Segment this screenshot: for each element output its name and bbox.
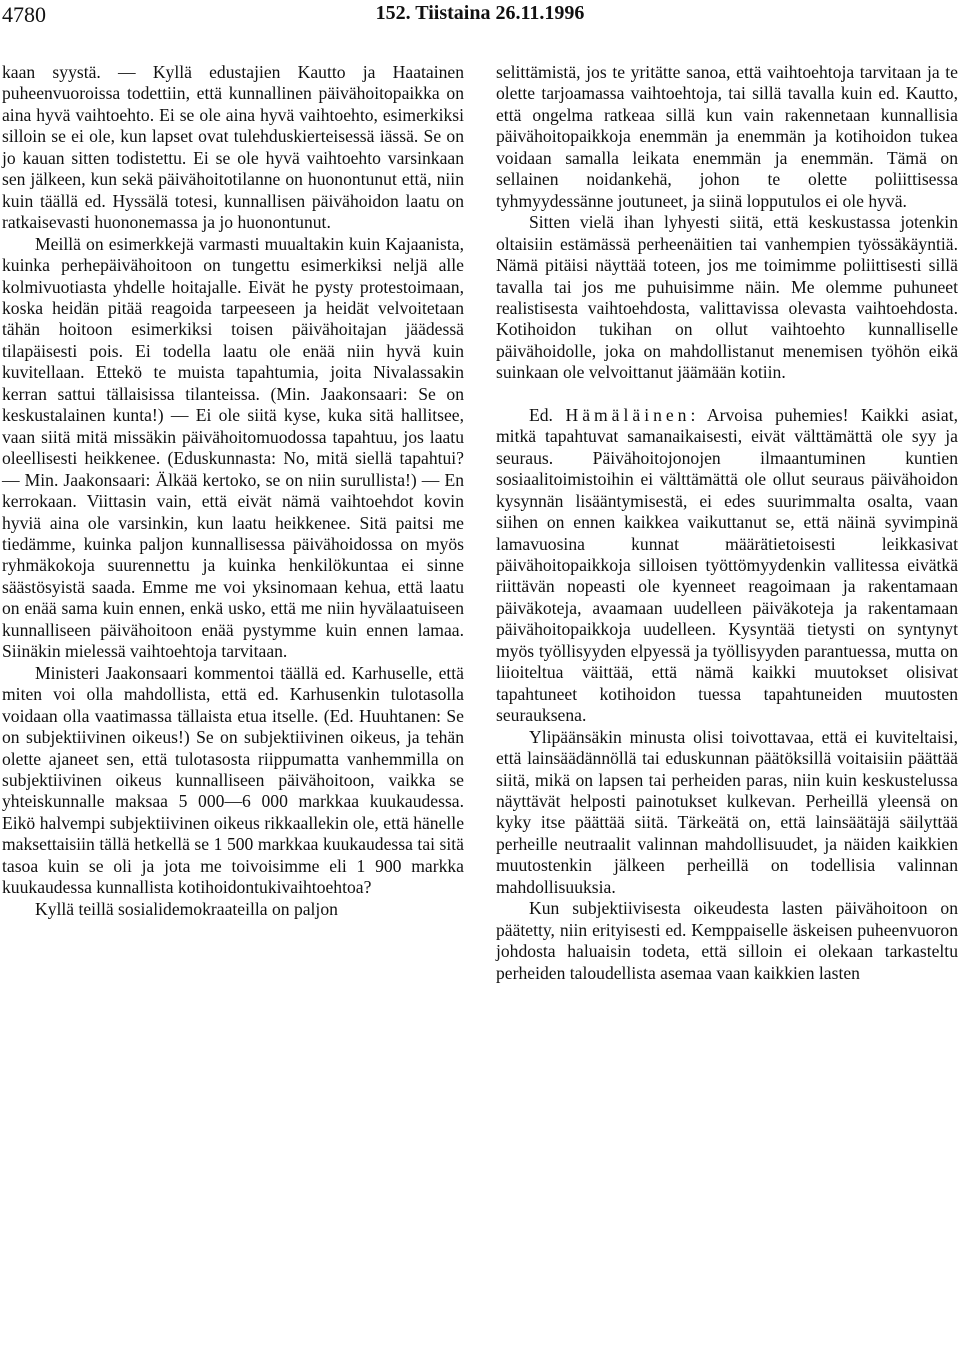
session-header: 152. Tiistaina 26.11.1996 bbox=[375, 2, 585, 24]
paragraph: selittämistä, jos te yritätte sanoa, että vaihtoehtoja tarvitaan ja te olette tarjoamassa vaihtoehtoja, tai sillä tavalla kuin ed. Kautto, että ongelma ratkeaa sillä kun vain rakennetaan kunnallisia päivähoitopaikkoja enemmän ja enemmän ja kotihoidon tukea voidaan samalla leikata enemmän ja enemmän. Tämä on sellainen noidankehä, johon te olette poliittisessa tyhmyydessänne joutuneet, ja siinä lopputulos ei ole hyvä. bbox=[496, 62, 958, 211]
paragraph: Ylipäänsäkin minusta olisi toivottavaa, että ei kuviteltaisi, että lainsäädännöllä tai eduskunnan päätöksillä voitaisiin päättää siitä, mikä on lapsen tai perheiden paras, niin kuin keskustelussa näyttävät helposti painotukset kulkevan. Perheillä yleensä on kyky itse päättää siitä. Tärkeätä on, että lainsäätäjä säilyttää perheille neutraalit valinnan mahdollisuudet, ja näiden kaikkien muutostenkin jälkeen perheillä on todellisia valinnan mahdollisuuksia. bbox=[496, 726, 958, 897]
page-number: 4780 bbox=[2, 2, 46, 27]
left-column bbox=[2, 62, 464, 920]
speaker-text: : Arvoisa puhemies! Kaikki asiat, mitkä tapahtuvat samanaikaisesti, eivät välttämättä ole syy ja seuraus. Päivähoitojonojen ilmaantuminen kuntien sosiaalitoimistoihin ei välttämättä ole ollut seuraus päivähoidon kysynnän lisääntymisestä, ei edes suurimmalta osalta, vaan siihen on ennen kaikkea vaikuttanut se, että näinä syvimpinä lamavuosina kunnat määrätietoisesti leikkasivat päivähoitopaikkoja silloisen työttömyydenkin vallitessa eivätkä riittävän nopeasti ole kyenneet reagoimaan ja rakentamaan päiväkoteja, avaamaan uudelleen päiväkoteja ja rakentamaan päivähoitopaikkoja uudelleen. Kysyntää tietysti on syntynyt myös työllisyyden elpyessä ja työllisyyden parantuessa, mutta on liioiteltua väittää, että nämä kaikki muutokset olisivat tapahtuneet kotihoidon tuessa tapahtuneiden muutosten seurauksena. bbox=[496, 404, 958, 726]
paragraph: Kun subjektiivisesta oikeudesta lasten päivähoitoon on päätetty, niin erityisesti ed. Kemppaiselle äskeisen puheenvuoron johdosta haluaisin todeta, että silloin ei olekaan tarkasteltu perheiden taloudellista asemaa vaan kaikkien lasten bbox=[496, 898, 958, 983]
speaker-paragraph bbox=[496, 405, 958, 727]
right-column bbox=[496, 62, 958, 984]
speaker-name: Hämäläinen bbox=[565, 404, 691, 425]
paragraph: Ministeri Jaakonsaari kommentoi täällä ed. Karhuselle, että miten voi olla mahdollista, että ed. Karhusenkin tulotasolla voidaan olla vaatimassa tällaista etua itselle. (Ed. Huuhtanen: Se on subjektiivinen oikeus!) Se on subjektiivinen oikeus, ja tehän olette ajaneet sen, että tulotasosta riippumatta vanhemmilla on subjektiivinen oikeus kunnalliseen päivähoitoon, vaikka se yhteiskunnalle maksaa 5 000—6 000 markkaa kuukaudessa. Eikö halvempi subjektiivinen oikeus rikkaallekin ole, että hänelle maksettaisiin tällä hetkellä se 1 500 markkaa kuukaudessa tai sitä tasoa kuin se oli ja jota me toivoisimme eli 1 900 markka kuukaudessa kunnallista kotihoidontukivaihtoehtoa? bbox=[2, 662, 464, 898]
paragraph: Meillä on esimerkkejä varmasti muualtakin kuin Kajaanista, kuinka perhepäivähoitoon on tungettu esimerkiksi neljä alle kolmivuotiasta yhdelle hoitajalle. Eivät he pysty protestoimaan, koska heidän pitää reagoida tarpeeseen ja heidät velvoitetaan tähän hoitoon esimerkiksi toisen päivähoitajan jäädessä tilapäisesti pois. Ei todella laatu ole enää niin hyvä kuin kuvitellaan. Ettekö te muista tapahtumia, joita Nivalassakin kerran sattui tällaisissa tilanteissa. (Min. Jaakonsaari: Se on keskustalainen kunta!) — Ei ole siitä kyse, kuka sitä hallitsee, vaan siitä mitä missäkin päivähoitomuodossa tapahtuu, jos laatu oleellisesti heikkenee. (Eduskunnasta: No, mitä siellä tapahtui? — Min. Jaakonsaari: Älkää kertoko, se on niin surullista!) — En kerrokaan. Viittasin vain, että eivät nämä vaihtoehdot kovin hyviä aina ole varsinkin, kun laatu heikkenee. Sitä paitsi me tiedämme, kuinka paljon kunnallisessa päivähoidossa on myös ryhmäkokoja suurennettu ja kuinka henkilökuntaa ei sinne säästösyistä saada. Emme me voi yksinomaan kehua, että laatu on enää sama kuin ennen, enkä usko, että me niin hyvälaatuiseen kunnalliseen päivähoitoon enää pystymme kuin ennen lamaa. Siinäkin mielessä vaihtoehtoja tarvitaan. bbox=[2, 233, 464, 662]
paragraph: Kyllä teillä sosialidemokraateilla on paljon bbox=[35, 898, 338, 919]
paragraph: kaan syystä. — Kyllä edustajien Kautto ja Haatainen puheenvuoroissa todettiin, että kunnallinen päivähoitopaikka on aina hyvä vaihtoehto. Ei se ole aina hyvä vaihtoehto, esimerkiksi silloin se ei ole, kun lapset ovat tulehduskierteisessä iässä. Se on jo kauan sitten todistettu. Ei se ole hyvä vaihtoehto varsinkaan sen jälkeen, kun sekä päivähoitotilanne on huonontunut että, niin kuin täällä ed. Hyssälä totesi, kunnallisen päivähoidon laatu on ratkaisevasti huononemassa ja jo huonontunut. bbox=[2, 62, 464, 233]
speaker-prefix: Ed. bbox=[529, 404, 553, 425]
paragraph: Sitten vielä ihan lyhyesti siitä, että keskustassa jotenkin oltaisiin estämässä perheenäitien tai vanhempien työssäkäyntiä. Nämä pitäisi näyttää toteen, jos me toimimme poliittisesti sillä tavalla tai jos me puhuisimme näin. Me olemme puhuneet realistisesta vaihtoehdosta, valittavissa olevasta vaihtoehdosta. Kotihoidon tukihan on ollut vaihtoehto kunnalliselle päivähoidolle, joka on mahdollistanut menemisen työhön eikä suinkaan ole velvoittanut jäämään kotiin. bbox=[496, 212, 958, 383]
